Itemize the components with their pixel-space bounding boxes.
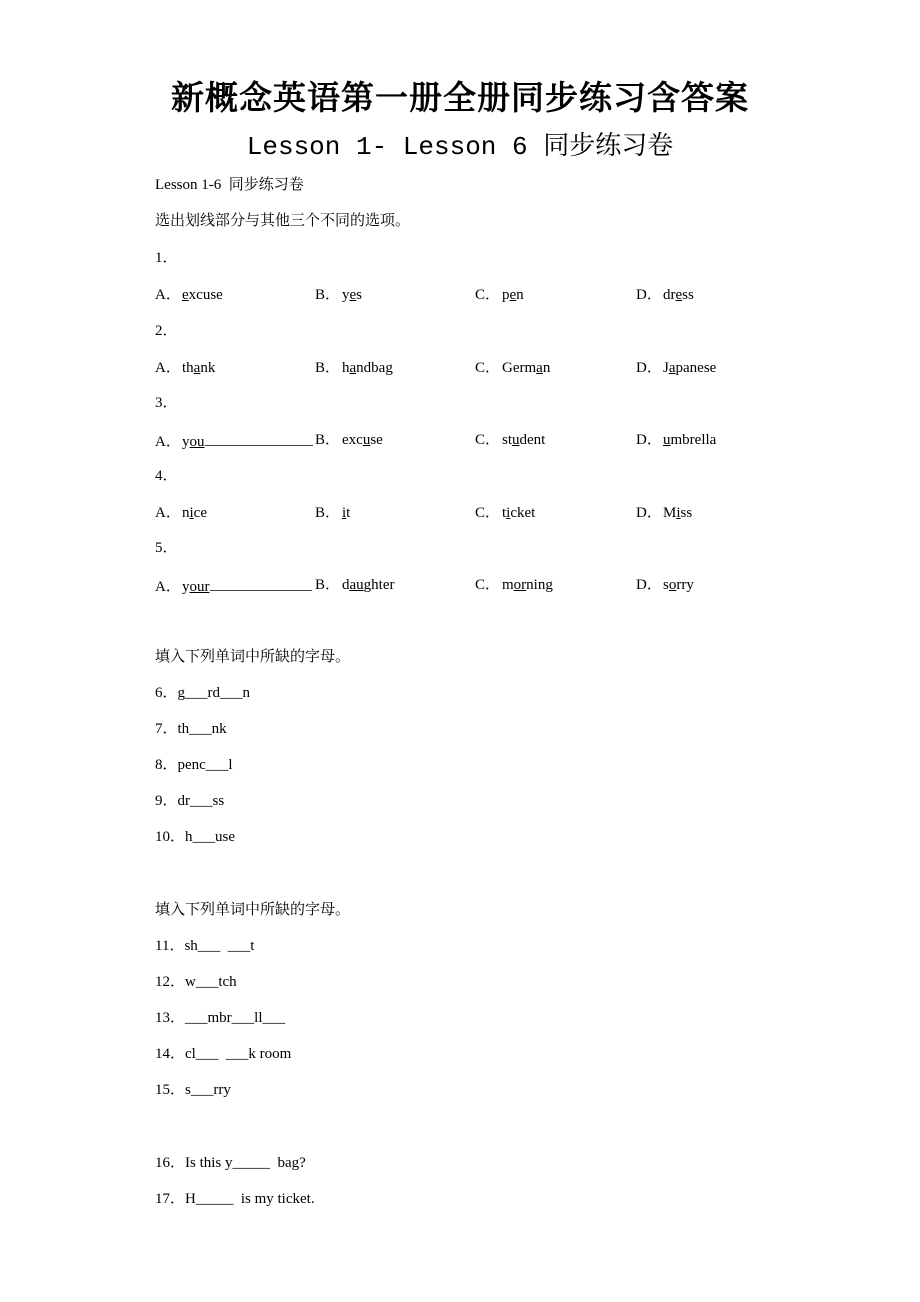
answer-blank <box>210 575 312 591</box>
question-number: 3． <box>155 395 178 411</box>
option-letter: A． <box>155 504 181 521</box>
option-text: dr <box>663 287 676 303</box>
option-a <box>155 358 215 378</box>
option-text: xcuse <box>188 287 223 303</box>
option-text: ss <box>682 287 694 303</box>
underlined-part: or <box>513 577 527 593</box>
options-row <box>155 575 775 595</box>
option-text: ce <box>193 504 207 521</box>
underlined-part: i <box>189 504 194 521</box>
option-letter: A． <box>155 359 181 376</box>
options-row <box>155 358 775 378</box>
option-c <box>475 503 535 523</box>
list-item: 7．th___nk <box>155 721 227 737</box>
option-b <box>315 575 395 595</box>
underlined-part: e <box>349 287 357 303</box>
option-text: y <box>182 579 190 595</box>
underlined-part: u <box>362 432 371 448</box>
option-text: t <box>502 504 507 521</box>
question-number: 5． <box>155 540 178 556</box>
list-item: 15．s___rry <box>155 1082 231 1098</box>
list-item: 12．w___tch <box>155 974 237 990</box>
option-text: n <box>516 287 524 303</box>
option-text: d <box>342 577 350 593</box>
option-d <box>636 575 694 595</box>
option-letter: B． <box>315 359 341 376</box>
option-letter: C． <box>475 504 501 521</box>
underlined-part: a <box>536 359 543 376</box>
option-letter: C． <box>475 577 501 593</box>
option-text: panese <box>675 359 717 376</box>
option-a <box>155 285 223 305</box>
option-text: p <box>502 287 510 303</box>
option-b <box>315 358 393 378</box>
option-d <box>636 503 692 523</box>
option-letter: B． <box>315 287 341 303</box>
options-row <box>155 285 775 305</box>
underlined-part: i <box>506 504 511 521</box>
underlined-part: a <box>193 359 201 376</box>
option-letter: A． <box>155 434 181 450</box>
question-number: 1． <box>155 250 178 266</box>
option-text: ss <box>680 504 693 521</box>
option-text: m <box>502 577 514 593</box>
underlined-part: a <box>349 359 357 376</box>
option-text: th <box>182 359 194 376</box>
option-c <box>475 430 545 450</box>
option-letter: D． <box>636 287 662 303</box>
question-number: 4． <box>155 467 178 484</box>
option-text: st <box>502 432 513 448</box>
list-item: 9．dr___ss <box>155 793 225 809</box>
option-text: Germ <box>502 359 537 376</box>
underlined-part: o <box>668 577 677 593</box>
list-item: 6．g___rd___n <box>155 685 250 701</box>
underlined-part: i <box>342 504 347 521</box>
underlined-part: ou <box>189 434 205 450</box>
underlined-part: our <box>189 579 210 595</box>
option-d <box>636 358 716 378</box>
option-text: dent <box>519 432 546 448</box>
option-letter: C． <box>475 432 501 448</box>
option-b <box>315 503 350 523</box>
option-text: ghter <box>363 577 395 593</box>
document-title: 新概念英语第一册全册同步练习含答案 <box>171 78 749 117</box>
option-text: cket <box>510 504 536 521</box>
option-text: nk <box>200 359 216 376</box>
header-line: Lesson 1-6 同步练习卷 <box>155 177 304 193</box>
list-item: 14．cl___ ___k room <box>155 1046 292 1062</box>
option-c <box>475 358 550 378</box>
answer-blank <box>205 430 313 446</box>
option-text: y <box>342 287 350 303</box>
option-b <box>315 285 362 305</box>
option-b <box>315 430 383 450</box>
option-text: y <box>182 434 190 450</box>
option-text: n <box>182 504 190 521</box>
option-a <box>155 503 207 523</box>
option-c <box>475 575 553 595</box>
underlined-part: u <box>663 432 671 448</box>
underlined-part: a <box>668 359 676 376</box>
underlined-part: au <box>349 577 364 593</box>
option-text: ndbag <box>356 359 393 376</box>
options-row <box>155 430 775 450</box>
options-row <box>155 503 775 523</box>
option-text: rry <box>676 577 694 593</box>
option-letter: D． <box>636 359 662 376</box>
option-text: n <box>542 359 551 376</box>
list-item: 13．___mbr___ll___ <box>155 1010 285 1026</box>
option-letter: C． <box>475 287 501 303</box>
option-letter: D． <box>636 432 662 448</box>
option-text: t <box>346 504 351 521</box>
option-d <box>636 430 716 450</box>
option-text: mbrella <box>670 432 717 448</box>
option-a <box>155 430 313 452</box>
underlined-part: e <box>509 287 517 303</box>
option-a <box>155 575 312 597</box>
option-letter: B． <box>315 432 341 448</box>
underlined-part: u <box>512 432 520 448</box>
option-text: exc <box>342 432 363 448</box>
list-item: 8．penc___l <box>155 757 233 773</box>
section3-instruction: 填入下列单词中所缺的字母。 <box>155 902 351 918</box>
underlined-part: i <box>676 504 681 521</box>
section1-instruction: 选出划线部分与其他三个不同的选项。 <box>155 213 411 229</box>
option-d <box>636 285 694 305</box>
option-letter: D． <box>636 504 662 521</box>
option-letter: C． <box>475 359 501 376</box>
question-number: 2． <box>155 322 178 339</box>
option-c <box>475 285 524 305</box>
option-letter: B． <box>315 577 341 593</box>
option-letter: A． <box>155 287 181 303</box>
option-text: M <box>663 504 677 521</box>
option-text: h <box>342 359 350 376</box>
option-text: ning <box>526 577 553 593</box>
option-text: s <box>663 577 669 593</box>
underlined-part: e <box>675 287 683 303</box>
list-item: 10．h___use <box>155 829 235 845</box>
option-letter: B． <box>315 504 341 521</box>
document-subtitle: Lesson 1- Lesson 6 同步练习卷 <box>246 132 674 162</box>
list-item: 17．H_____ is my ticket. <box>155 1191 315 1207</box>
option-letter: D． <box>636 577 662 593</box>
underlined-part: e <box>182 287 189 303</box>
list-item: 16．Is this y_____ bag? <box>155 1155 306 1171</box>
section2-instruction: 填入下列单词中所缺的字母。 <box>155 649 351 665</box>
option-letter: A． <box>155 579 181 595</box>
option-text: s <box>356 287 363 303</box>
option-text: J <box>663 359 669 376</box>
option-text: se <box>370 432 383 448</box>
list-item: 11．sh___ ___t <box>155 938 255 954</box>
